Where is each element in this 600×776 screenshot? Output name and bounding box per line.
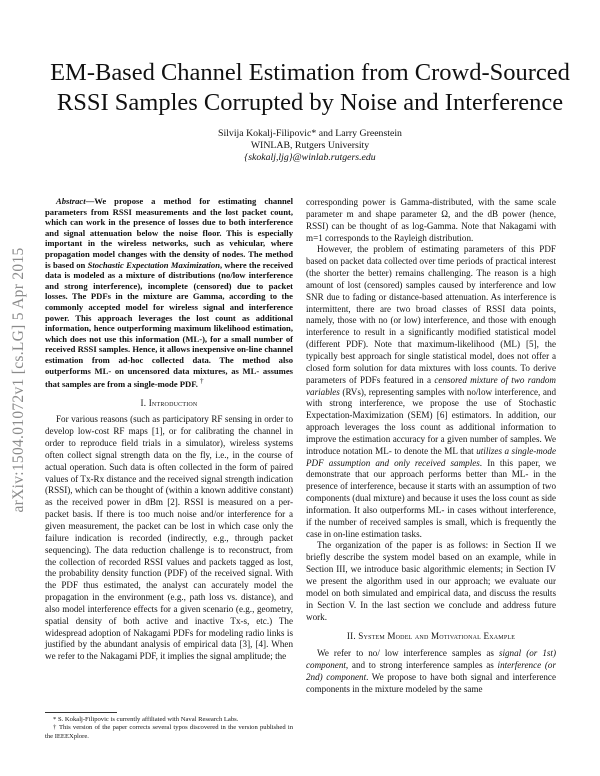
emphasis-text: censored mixture of two random variables [306,374,556,397]
emphasis-text: interference (or 2nd) component [306,660,556,682]
right-column [306,197,556,696]
body-paragraph: The organization of the paper is as follows: in Section II we briefly describe the system model based on an example, while in Section III, we introduce basic algorithmic elements; in Section IV we present the algorithm used in our approach; we evaluate our model on both simulated and empirical data, and discuss the results in Section V. In the last section we conclude and address future work. [306,540,556,622]
body-paragraph [306,648,556,695]
text-run: . We propose to have both signal and interference components in the mixture modeled by the same [306,671,556,694]
footnote-affiliation: * S. Kokalj-Filipovic is currently affiliated with Naval Research Labs. [53,716,239,723]
abstract-label: Abstract [56,196,86,206]
arxiv-identifier-stamp [6,190,32,570]
text-run: We refer to no/ low interference samples as [317,648,499,659]
abstract [45,196,293,390]
text-run: (RVs), representing samples with no/low interference, and with strong interference, we propose the use of Stochastic Expectation-Maximization (SEM) [6] estimators. In addition, our approach leverages the loss count as additional information to improve the estimation accuracy for a given number of samples. We introduce notation ML- to denote the ML that [306,386,556,456]
author-affiliation: WINLAB, Rutgers University [250,140,370,151]
footnote-rule [45,712,117,713]
footnotes [45,712,293,741]
abstract-method-name: Stochastic Expectation Maximization [87,259,221,270]
text-run: . In this paper, we demonstrate that our approach performs better than ML- in the presence of interference, because it starts with an assumption of two components (dual mixture) and because it uses the loss count as side information. It also outperforms ML- in cases without interference, if the number of received samples is small, which is frequently the case in on-line estimation tasks. [306,457,556,539]
body-paragraph [306,244,556,540]
intro-paragraph: For various reasons (such as participatory RF sensing in order to develop low-cost RF maps [1], or for calibrating the channel in order to reproduce field trials in a simulator), wireless systems often collect signal strength data on the fly, i.e., in the course of actual operation. Such data is often collected in the form of paired values of Tx-Rx distance and the received signal strength indication (RSSI), which can be thought of (within a known additive constant) as the received power in dBm [2]. RSSI is measured on a per-packet basis. If there is too much noise and/or interference for a given measurement, the packet can be lost in which case only the failure indication is recorded (indirectly, e.g., through packet sequencing). The data reduction challenge is to reconstruct, from the collection of recorded RSSI values and packets tagged as lost, the probability density function (PDF) of the received signal. With the PDF thus estimated, the analyst can accurately model the propagation in the environment (e.g., path loss vs. distance), and also model interference effects for a given scenario (e.g., geometry, spatial density of both active and inactive Tx-s, etc.) The widespread adoption of Nakagami PDFs for modeling radio links is justified by the abundant analysis of empirical data [3], [4]. When we refer to the Nakagami PDF, it implies the signal amplitude; the [45,414,293,662]
section-heading-introduction: I. Introduction [140,397,198,408]
footnote-version: † This version of the paper corrects several typos discovered in the version published in the IEEEXplore. [45,724,293,740]
text-run: , and to strong interference samples as [345,660,498,671]
emphasis-text: utilizes a single-mode PDF assumption and only received samples [306,445,556,468]
author-names: Silvija Kokalj-Filipovic* and Larry Greenstein [218,128,402,139]
abstract-dagger: † [200,377,204,386]
text-run: However, the problem of estimating parameters of this PDF based on packet data collected over time periods of practical interest (the shorter the better) remains challenging. The reason is a high amount of lost (censored) samples caused by interference and low SNR due to fading or distance-based attenuation. As interference is intermittent, there are two broad classes of RSSI data points, namely, those with no (or low) interference, and those with enough interference to result in a significantly modified statistical model (different PDF). Note that maximum-likelihood (ML) [5], the typically best approach for single statistical model, does not offer a closed form solution for data mixtures with loss counts. To derive parameters of PDFs featured in a [306,244,556,385]
abstract-text-part: —We propose a method for estimating channel parameters from RSSI measurements and the lost packet count, which can work in the presence of losses due to both interference and signal attenuation below the noise floor. This is especially important in the wireless networks, such as vehicular, where propagation model changes with the density of nodes. The method is based on [45,196,293,270]
left-column [45,196,293,663]
abstract-text-part: , where the received data is modeled as a mixture of distributions (no/low interference and strong interference), incomplete (censored) due to packet losses. The PDFs in the mixture are Gamma, according to the commonly accepted model for wireless signal and interference power. This approach leverages the lost count as additional information, hence outperforming maximum likelihood estimation, which does not use this information (ML-), for a small number of received RSSI samples. Hence, it allows inexpensive on-line channel estimation from ad-hoc collected data. The method also outperforms ML- on uncensored data mixtures, as ML- assumes that samples are from a single-mode PDF. [45,259,293,389]
author-block [40,128,580,164]
paper-title: EM-Based Channel Estimation from Crowd-Sourced RSSI Samples Corrupted by Noise and Interference [50,59,570,116]
body-paragraph: corresponding power is Gamma-distributed, with the same scale parameter m and shape parameter Ω, and the dB power (hence, RSSI) can be thought of as log-Gamma. Note that Nakagami with m=1 corresponds to the Rayleigh distribution. [306,197,556,243]
emphasis-text: signal (or 1st) component [306,648,556,671]
author-email: {skokalj,ljg}@winlab.rutgers.edu [244,152,376,163]
arxiv-stamp-text: arXiv:1504.01072v1 [cs.LG] 5 Apr 2015 [10,247,27,513]
section-heading-system-model: II. System Model and Motivational Example [346,631,516,642]
